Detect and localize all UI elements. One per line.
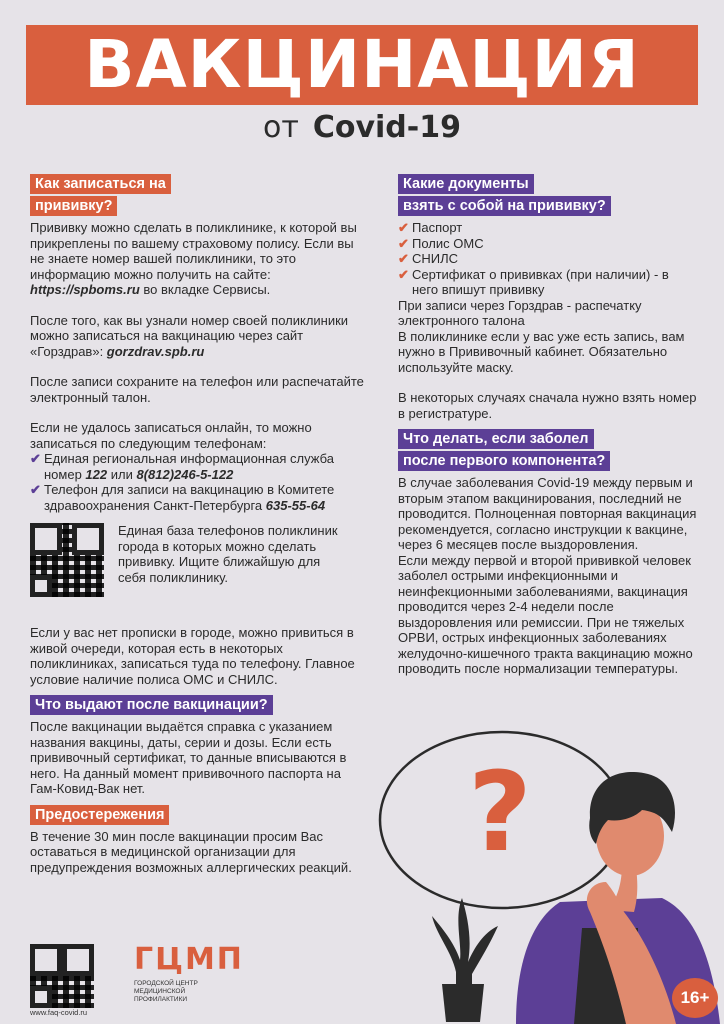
phone-text: [44, 482, 370, 513]
heading-line: Что делать, если заболел: [398, 429, 594, 449]
paragraph: Если между первой и второй прививкой человек заболел острыми инфекционными и неинфекционными заболеваниями, вакцинация проводится через 2-4 недели после выздоровления или ремиссии. При не тяжелых ОРВИ, острых инфекционных заболеваниях желудочно-кишечного тракта вакцинацию можно проводить после нормализации температуры.: [398, 552, 693, 676]
heading-how-to-register: [30, 174, 370, 216]
age-rating-badge: 16+: [672, 978, 718, 1018]
page-subtitle: [0, 110, 724, 145]
list-item-text: Сертификат о прививках (при наличии) - в него впишут прививку: [412, 266, 669, 297]
gcmp-logo-subtitle: ГОРОДСКОЙ ЦЕНТР МЕДИЦИНСКОЙ ПРОФИЛАКТИКИ: [134, 980, 198, 1003]
question-mark-icon: ?: [468, 748, 532, 876]
list-item: [398, 251, 698, 267]
check-icon: ✔: [398, 235, 409, 251]
page-title: ВАКЦИНАЦИЯ: [26, 25, 698, 105]
heading-line: Предостережения: [30, 805, 169, 825]
website-link[interactable]: www.faq-covid.ru: [30, 1008, 88, 1017]
heading-after-vaccination: [30, 695, 370, 715]
check-icon: ✔: [398, 266, 409, 282]
paragraph: [30, 220, 370, 298]
plant-pot: [442, 984, 484, 1022]
text: Телефон для записи на вакцинацию в Комитете здравоохранения Санкт-Петербурга: [44, 482, 335, 513]
paragraph: В поликлинике если у вас уже есть запись, вам нужно в Прививочный кабинет. Обязательно используйте маску.: [398, 328, 685, 375]
qr-code[interactable]: [30, 944, 94, 1008]
text: Единая региональная информационная служба номер: [44, 451, 334, 482]
text: или: [107, 466, 137, 482]
paragraph: В некоторых случаях сначала нужно взять номер в регистратуре.: [398, 390, 697, 421]
phone-number[interactable]: 635-55-64: [265, 497, 326, 513]
list-item-text: СНИЛС: [412, 251, 459, 266]
list-item-text: Паспорт: [412, 220, 463, 235]
gcmp-logo: ГЦМП: [134, 942, 244, 977]
phone-item: [30, 451, 370, 482]
heading-line: Что выдают после вакцинации?: [30, 695, 273, 715]
qr-block: [30, 523, 370, 597]
phone-number[interactable]: 8(812)246-5-122: [136, 466, 234, 482]
paragraph: В течение 30 мин после вакцинации просим Вас оставаться в медицинской организации для предупреждения возможных аллергических реакций.: [30, 828, 352, 875]
text: Прививку можно сделать в поликлинике, к которой вы прикреплены по вашему страховому полису. Если вы не знаете номер вашей поликлиники, то это информацию можно получить на сайте:: [30, 220, 357, 282]
left-column: [30, 174, 370, 890]
heading-if-ill: [398, 429, 698, 471]
paragraph: При записи через Горздрав - распечатку электронного талона: [398, 297, 642, 328]
heading-documents: [398, 174, 698, 216]
qr-description: Единая база телефонов поликлиник города в которых можно сделать прививку. Ищите ближайшую для себя поликлинику.: [118, 523, 338, 585]
paragraph: После вакцинации выдаётся справка с указанием названия вакцины, даты, серии и дозы. Если есть прививочный сертификат, то данные вписываются в него. На данный момент прививочного паспорта на Гам-Ковид-Вак нет.: [30, 719, 347, 796]
check-icon: ✔: [30, 451, 41, 466]
heading-line: после первого компонента?: [398, 451, 610, 471]
paragraph: После записи сохраните на телефон или распечатайте электронный талон.: [30, 374, 364, 405]
gorzdrav-link[interactable]: gorzdrav.spb.ru: [106, 343, 205, 359]
documents-list: [398, 220, 698, 298]
text: После того, как вы узнали номер своей поликлиники можно записаться на вакцинацию через сайт «Горздрав»:: [30, 312, 349, 359]
check-icon: ✔: [398, 251, 409, 266]
subtitle-virus: Covid-19: [312, 110, 461, 145]
heading-line: Как записаться на: [30, 174, 171, 194]
list-item-text: Полис ОМС: [412, 235, 484, 251]
footer-logos: [30, 942, 250, 1017]
phone-text: [44, 451, 370, 482]
right-column: [398, 174, 698, 677]
paragraph: Если у вас нет прописки в городе, можно привиться в живой очереди, которая есть в некоторых поликлиниках, записаться туда по телефону. Главное условие наличие полиса ОМС и СНИЛС.: [30, 625, 355, 687]
list-item: [398, 220, 698, 236]
check-icon: ✔: [30, 482, 41, 497]
thinking-person-illustration: [376, 722, 724, 1024]
paragraph: [30, 313, 370, 360]
list-item: [398, 236, 698, 252]
paragraph: В случае заболевания Covid-19 между первым и вторым этапом вакцинирования, последний не проводится. Полноценная повторная вакцинация рекомендуется, согласно инструкции к вакцине, через 6 месяцев после выздоровления.: [398, 475, 697, 552]
spboms-link[interactable]: https://spboms.ru: [30, 282, 140, 297]
heading-line: Какие документы: [398, 174, 534, 194]
list-item: [398, 267, 698, 298]
heading-line: взять с собой на прививку?: [398, 196, 611, 216]
phone-number[interactable]: 122: [85, 466, 108, 482]
phones-block: [30, 420, 370, 513]
paragraph: Если не удалось записаться онлайн, то можно записаться по следующим телефонам:: [30, 420, 312, 451]
qr-code[interactable]: [30, 523, 104, 597]
text: во вкладке Сервисы.: [139, 282, 271, 297]
heading-line: прививку?: [30, 196, 117, 216]
phone-item: [30, 482, 370, 513]
subtitle-prefix: от: [263, 110, 299, 145]
check-icon: ✔: [398, 220, 409, 235]
heading-warnings: [30, 805, 370, 825]
